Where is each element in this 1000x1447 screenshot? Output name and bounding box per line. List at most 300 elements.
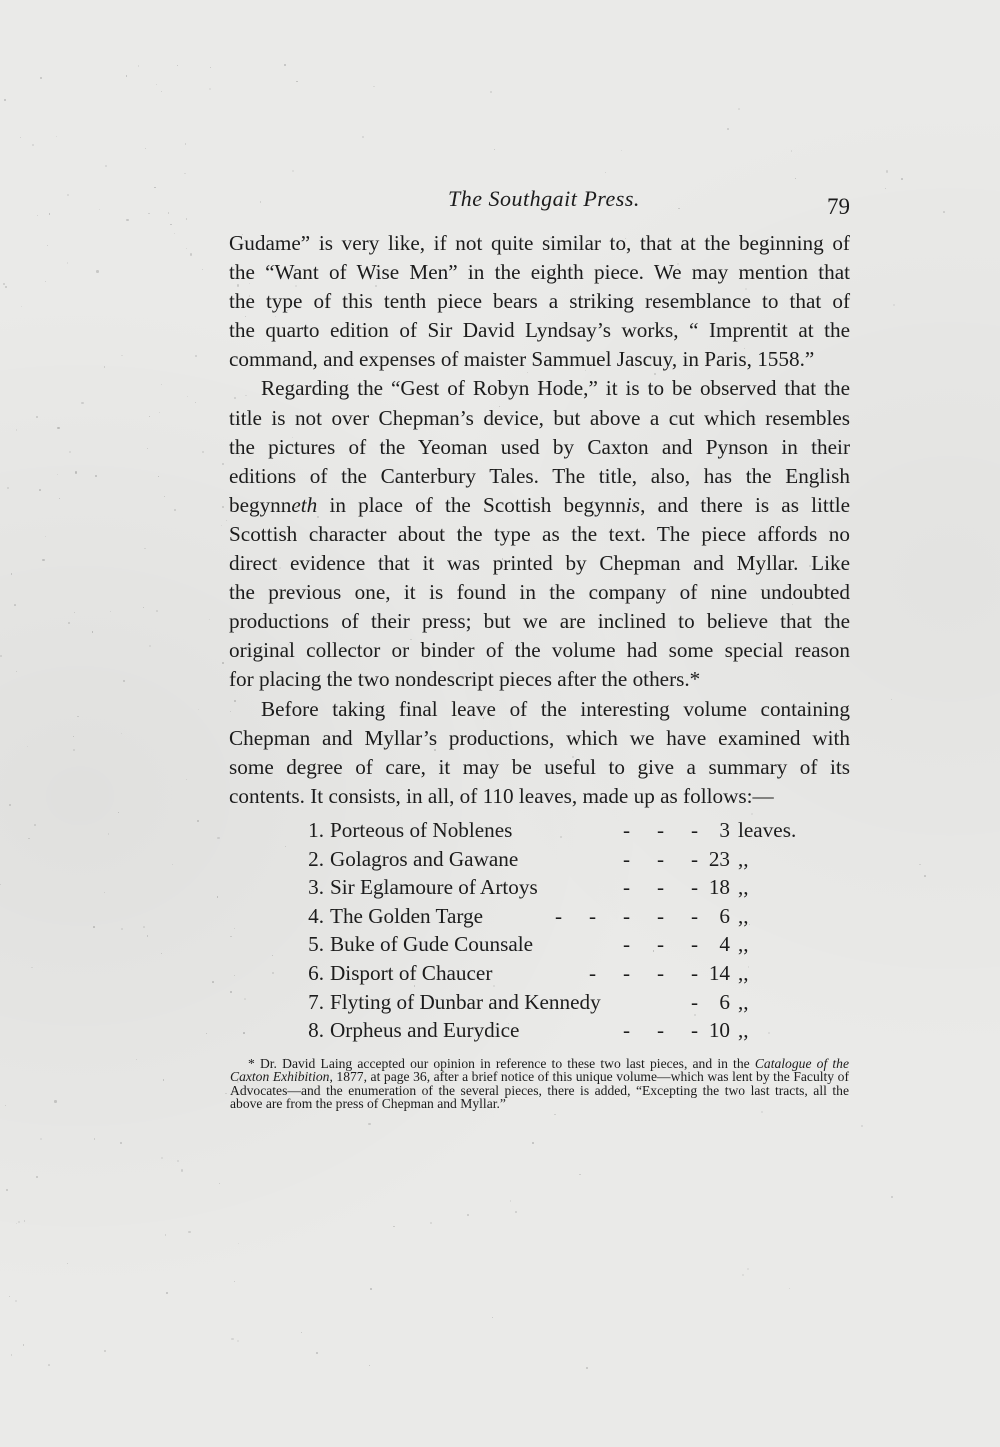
paper-speck <box>886 170 888 172</box>
entry-number: 1. <box>308 818 324 842</box>
text-line: the “Want of Wise Men” in the eighth piece. We may mention that <box>229 260 850 285</box>
footnote-text <box>230 1057 849 1111</box>
paper-speck <box>174 509 176 511</box>
paper-speck <box>370 1288 372 1290</box>
paper-speck <box>245 395 247 397</box>
paper-speck <box>579 1174 580 1175</box>
paper-speck <box>121 733 122 734</box>
paper-speck <box>47 245 48 246</box>
paper-speck <box>105 165 107 167</box>
paper-speck <box>230 991 232 993</box>
leader-dash: - <box>657 903 665 928</box>
leaf-unit: ,, <box>738 960 749 985</box>
paper-speck <box>3 283 5 285</box>
paper-speck <box>238 1243 239 1244</box>
paper-speck <box>168 212 169 213</box>
leader-dash: - <box>623 960 631 985</box>
entry-number: 5. <box>308 932 324 957</box>
paper-speck <box>108 833 110 835</box>
paper-speck <box>230 936 232 938</box>
paper-speck <box>93 926 95 928</box>
paper-speck <box>11 573 12 574</box>
paper-speck <box>245 316 246 317</box>
leader-dash: - <box>657 846 665 871</box>
paper-speck <box>23 1344 25 1346</box>
leaf-unit: leaves. <box>738 818 797 842</box>
paper-speck <box>202 269 204 271</box>
paper-speck <box>206 1033 207 1034</box>
paper-speck <box>572 756 574 758</box>
paper-speck <box>110 611 111 612</box>
paper-speck <box>231 1338 233 1340</box>
paper-speck <box>16 1223 17 1224</box>
paper-speck <box>510 1200 512 1202</box>
paper-speck <box>272 972 274 974</box>
paper-speck <box>234 1281 235 1282</box>
contents-entry <box>296 873 816 902</box>
leaf-count: 18 <box>708 875 730 900</box>
paper-speck <box>36 416 38 418</box>
paper-speck <box>49 213 50 214</box>
paper-speck <box>893 304 895 306</box>
paper-speck <box>15 1300 17 1302</box>
paper-speck <box>653 950 654 951</box>
paper-speck <box>67 262 69 264</box>
paper-speck <box>59 498 61 500</box>
leader-dash: - <box>691 875 699 900</box>
contents-entry <box>296 845 816 874</box>
paper-speck <box>24 1220 26 1222</box>
paper-speck <box>252 446 254 448</box>
paper-speck <box>190 253 192 255</box>
italic-text: Catalogue of the Caxton Exhibition <box>230 1056 849 1085</box>
leader-dash: - <box>623 846 631 871</box>
leader-dash: - <box>691 818 699 842</box>
paper-speck <box>181 1169 183 1171</box>
paper-speck <box>197 820 199 822</box>
text-line: the pictures of the Yeoman used by Caxton and Pynson in their <box>229 434 850 459</box>
leader-dash: - <box>623 1018 631 1043</box>
leaf-unit: ,, <box>738 932 749 957</box>
paper-speck <box>5 286 7 288</box>
paper-speck <box>239 456 240 457</box>
paper-speck <box>492 1317 494 1319</box>
paper-speck <box>891 699 892 700</box>
paper-speck <box>885 188 886 189</box>
paper-speck <box>77 716 79 718</box>
entry-title: Porteous of Noblenes <box>330 818 513 842</box>
leaf-count: 3 <box>719 818 730 842</box>
paper-speck <box>156 84 157 85</box>
leader-dash: - <box>623 932 631 957</box>
paper-speck <box>198 709 199 710</box>
paper-speck <box>467 1214 469 1216</box>
text-segment: * Dr. David Laing accepted our opinion in reference to these two last pieces, and in the <box>248 1056 755 1071</box>
contents-entry <box>296 816 816 845</box>
leaf-unit: ,, <box>738 989 749 1014</box>
paper-speck <box>494 149 495 150</box>
paper-speck <box>237 1081 239 1083</box>
paper-speck <box>393 1226 395 1228</box>
paper-speck <box>234 975 235 976</box>
leaf-count: 6 <box>719 903 730 928</box>
paper-speck <box>217 896 218 897</box>
paper-speck <box>234 928 235 929</box>
leader-dash: - <box>691 903 699 928</box>
leaf-count: 6 <box>719 989 730 1014</box>
entry-title: Disport of Chaucer <box>330 960 493 985</box>
paper-speck <box>36 1176 38 1178</box>
paper-speck <box>126 75 128 77</box>
text-line: command, and expenses of maister Sammuel Jascuy, in Paris, 1558.” <box>229 347 815 372</box>
leader-dash: - <box>657 1018 665 1043</box>
paper-speck <box>149 416 150 417</box>
paper-speck <box>621 150 622 151</box>
leaf-count: 14 <box>708 960 730 985</box>
paper-speck <box>123 680 125 682</box>
leader-dash: - <box>623 875 631 900</box>
paper-speck <box>186 248 187 249</box>
paper-speck <box>792 604 793 605</box>
paper-speck <box>147 935 149 937</box>
contents-entry <box>296 988 816 1017</box>
paper-speck <box>187 396 189 398</box>
paper-speck <box>296 81 298 83</box>
paper-speck <box>0 884 1 885</box>
paper-speck <box>195 355 197 357</box>
leader-dash: - <box>691 989 699 1014</box>
entry-number: 2. <box>308 846 324 871</box>
paper-speck <box>31 967 32 968</box>
entry-title: Buke of Gude Counsale <box>330 932 534 957</box>
paper-speck <box>585 370 586 371</box>
paper-speck <box>776 329 778 331</box>
paper-speck <box>45 281 46 282</box>
paper-speck <box>57 427 59 429</box>
page-header <box>230 186 850 226</box>
paper-speck <box>212 981 214 983</box>
paper-speck <box>104 1350 106 1352</box>
paper-speck <box>67 194 69 196</box>
paper-speck <box>148 213 150 215</box>
paper-speck <box>891 1196 893 1198</box>
paper-speck <box>120 1142 122 1144</box>
paper-speck <box>14 604 16 606</box>
paper-speck <box>317 516 319 518</box>
paper-speck <box>7 487 8 488</box>
paper-speck <box>99 209 100 210</box>
leader-dash: - <box>657 875 665 900</box>
paper-speck <box>209 619 210 620</box>
paper-speck <box>104 892 105 893</box>
paper-speck <box>177 1160 179 1162</box>
paper-speck <box>18 1221 20 1223</box>
paper-speck <box>249 283 250 284</box>
paper-speck <box>751 813 753 815</box>
paper-speck <box>209 88 211 90</box>
leaf-count: 10 <box>708 1018 730 1043</box>
paper-speck <box>161 1157 163 1159</box>
paper-speck <box>410 639 412 641</box>
leader-dash: - <box>691 1018 699 1043</box>
paper-speck <box>292 170 294 172</box>
paper-speck <box>16 671 17 672</box>
page-number: 79 <box>827 194 850 219</box>
entry-number: 4. <box>308 903 324 928</box>
entry-number: 8. <box>308 1018 324 1043</box>
paper-speck <box>943 211 945 213</box>
paper-speck <box>809 565 811 567</box>
paper-speck <box>511 640 512 641</box>
paper-speck <box>45 536 46 537</box>
paper-speck <box>292 437 293 438</box>
paper-speck <box>761 593 763 595</box>
paper-speck <box>221 525 222 526</box>
contents-list <box>296 816 816 1045</box>
paper-speck <box>34 824 36 826</box>
italic-text: is <box>625 492 641 517</box>
paper-speck <box>73 749 75 751</box>
contents-entry <box>296 930 816 959</box>
paper-speck <box>118 812 119 813</box>
text-line: the quarto edition of Sir David Lyndsay’s works, “ Imprentit at the <box>229 318 850 343</box>
paper-speck <box>550 237 552 239</box>
leader-dash: - <box>589 903 597 928</box>
paper-speck <box>694 1014 696 1016</box>
paper-speck <box>161 953 162 954</box>
text-line: Scottish character about the type as the text. The piece affords no <box>229 521 850 546</box>
paper-speck <box>20 137 21 138</box>
paper-speck <box>316 1352 317 1353</box>
paper-speck <box>48 1364 50 1366</box>
leaf-unit: ,, <box>738 1018 749 1043</box>
paper-speck <box>742 1274 744 1276</box>
paper-speck <box>219 1183 220 1184</box>
paper-speck <box>95 475 97 477</box>
leader-dash: - <box>623 818 631 842</box>
paper-speck <box>515 1211 517 1213</box>
leader-dash: - <box>691 846 699 871</box>
text-line: productions of their press; but we are inclined to believe that the <box>229 609 850 634</box>
paper-speck <box>40 77 42 79</box>
paper-speck <box>530 736 531 737</box>
text-segment: , and there is as little <box>640 492 850 517</box>
paper-speck <box>369 1365 371 1367</box>
paper-speck <box>373 86 374 87</box>
leaf-unit: ,, <box>738 903 749 928</box>
paper-speck <box>275 316 276 317</box>
paper-speck <box>222 662 224 664</box>
paper-speck <box>161 91 162 92</box>
text-segment: begynn <box>229 492 292 517</box>
paper-speck <box>237 284 239 286</box>
paper-speck <box>158 476 159 477</box>
paper-speck <box>136 1059 137 1060</box>
entry-number: 3. <box>308 875 324 900</box>
paper-speck <box>68 622 70 624</box>
paper-speck <box>11 1354 13 1356</box>
contents-entry <box>296 902 816 931</box>
text-line: contents. It consists, in all, of 110 leaves, made up as follows:— <box>229 783 774 808</box>
body-text <box>229 229 850 811</box>
text-line: editions of the Canterbury Tales. The title, also, has the English <box>229 463 850 488</box>
paper-speck <box>75 471 77 473</box>
paper-speck <box>0 655 2 657</box>
paper-speck <box>177 65 178 66</box>
text-line: title is not over Chepman’s device, but above a cut which resembles <box>229 405 850 430</box>
paper-speck <box>163 1079 164 1080</box>
paper-speck <box>164 496 165 497</box>
leader-dash: - <box>691 932 699 957</box>
paper-speck <box>170 224 171 225</box>
paper-speck <box>56 136 57 137</box>
paper-speck <box>21 306 22 307</box>
entry-title: Sir Eglamoure of Artoys <box>330 875 538 900</box>
paper-speck <box>301 1332 302 1333</box>
entry-title: Golagros and Gawane <box>330 846 519 871</box>
paper-speck <box>154 187 156 189</box>
paper-speck <box>57 474 58 475</box>
paper-speck <box>172 864 173 865</box>
paper-speck <box>919 864 920 865</box>
leaf-count: 4 <box>719 932 730 957</box>
paper-speck <box>654 373 656 375</box>
paper-speck <box>186 218 187 219</box>
paper-speck <box>234 700 236 702</box>
paper-speck <box>5 1105 6 1106</box>
paper-speck <box>861 1125 863 1127</box>
paper-speck <box>37 215 38 216</box>
paper-speck <box>32 144 34 146</box>
entry-title: Orpheus and Eurydice <box>330 1018 520 1043</box>
paper-speck <box>226 520 227 521</box>
paper-speck <box>104 366 106 368</box>
text-line: original collector or binder of the volume had some special reason <box>229 638 850 663</box>
paper-speck <box>586 1367 588 1369</box>
paper-speck <box>362 136 364 138</box>
paper-speck <box>159 412 161 414</box>
paper-speck <box>96 270 98 272</box>
paper-speck <box>924 875 926 877</box>
paper-speck <box>430 1222 432 1224</box>
entry-title: The Golden Targe <box>330 903 484 928</box>
paper-speck <box>738 108 740 110</box>
text-segment: in place of the Scottish begynn <box>317 492 626 517</box>
paper-speck <box>789 1288 790 1289</box>
leader-dash: - <box>657 960 665 985</box>
paper-speck <box>795 178 796 179</box>
paper-speck <box>222 463 224 465</box>
paper-speck <box>42 559 44 561</box>
paper-speck <box>16 429 18 431</box>
text-line: the type of this tenth piece bears a striking resemblance to that of <box>229 289 850 314</box>
paper-speck <box>81 402 83 404</box>
paper-speck <box>285 846 286 847</box>
paper-speck <box>368 1123 370 1125</box>
paper-speck <box>225 1093 227 1095</box>
paper-speck <box>4 99 5 100</box>
leaf-unit: ,, <box>738 846 749 871</box>
paper-speck <box>727 128 728 129</box>
paper-speck <box>9 804 11 806</box>
leader-dash: - <box>691 960 699 985</box>
paper-speck <box>39 489 41 491</box>
paper-speck <box>174 233 175 234</box>
text-line: some degree of care, it may be useful to give a summary of its <box>229 754 850 779</box>
entry-number: 7. <box>308 989 324 1014</box>
text-line: for placing the two nondescript pieces after the others.* <box>229 667 701 692</box>
text-line: Gudame” is very like, if not quite similar to, that at the beginning of <box>229 231 850 255</box>
paper-speck <box>166 1292 168 1294</box>
text-line: Regarding the “Gest of Robyn Hode,” it is to be observed that the <box>261 376 850 401</box>
paper-speck <box>121 928 123 930</box>
leaf-unit: ,, <box>738 875 749 900</box>
paper-speck <box>901 178 903 180</box>
paper-speck <box>222 506 224 508</box>
leader-dash: - <box>657 818 665 842</box>
text-line: Chepman and Myllar’s productions, which we have examined with <box>229 725 850 750</box>
paper-speck <box>688 532 690 534</box>
paper-speck <box>67 1263 68 1264</box>
contents-entry <box>296 1016 816 1045</box>
paper-speck <box>145 148 146 149</box>
paper-speck <box>27 746 28 747</box>
paper-speck <box>791 150 793 152</box>
italic-text: eth <box>291 492 318 517</box>
paper-speck <box>284 64 286 66</box>
text-segment: , 1877, at page 36, after a brief notice of this unique volume—which was lent by the Faculty of Advocates—and the enumeration of the several pieces, there is added, “Excepting the two last tracts, all the above are from the press of Chepman and Myllar.” <box>230 1069 849 1112</box>
paper-speck <box>185 143 187 145</box>
paper-speck <box>9 1296 10 1297</box>
paper-speck <box>121 355 122 356</box>
paper-speck <box>202 451 204 453</box>
paper-speck <box>490 91 492 93</box>
leader-dash: - <box>555 903 563 928</box>
paper-speck <box>217 837 219 839</box>
paper-speck <box>143 926 145 928</box>
paper-speck <box>40 1138 42 1140</box>
paper-speck <box>195 402 196 403</box>
paper-speck <box>532 1142 534 1144</box>
leader-dash: - <box>623 903 631 928</box>
paper-speck <box>147 448 148 449</box>
paper-speck <box>74 612 75 613</box>
running-title: The Southgait Press. <box>448 186 640 211</box>
entry-number: 6. <box>308 960 324 985</box>
text-line: the previous one, it is found in the company of nine undoubted <box>229 580 850 605</box>
paper-speck <box>126 219 128 221</box>
paper-speck <box>243 1032 245 1034</box>
paper-speck <box>747 1268 749 1270</box>
paper-speck <box>69 451 71 453</box>
text-line: direct evidence that it was printed by Chepman and Myllar. Like <box>229 551 850 576</box>
text-line <box>229 491 850 520</box>
leaf-count: 23 <box>708 846 730 871</box>
leader-dash: - <box>589 960 597 985</box>
paper-speck <box>94 1138 96 1140</box>
paper-speck <box>143 607 144 608</box>
paper-speck <box>184 173 185 174</box>
paper-speck <box>73 736 74 737</box>
paper-speck <box>186 779 188 781</box>
paper-speck <box>156 610 158 612</box>
paper-speck <box>138 65 140 67</box>
paper-speck <box>716 425 718 427</box>
paper-speck <box>54 1100 56 1102</box>
leader-dash: - <box>657 932 665 957</box>
paper-speck <box>28 838 29 839</box>
paper-speck <box>554 1114 555 1115</box>
